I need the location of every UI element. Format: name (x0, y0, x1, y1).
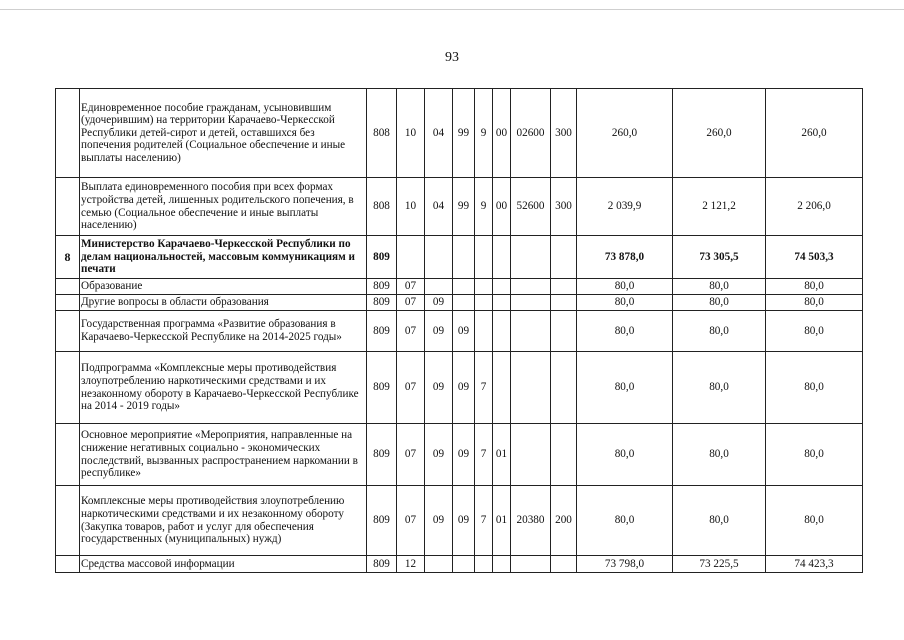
amount-year-1: 73 798,0 (577, 556, 673, 573)
row-number: 8 (56, 236, 80, 279)
amount-year-2: 80,0 (673, 352, 766, 424)
direction-code (511, 424, 551, 486)
event-code: 00 (493, 89, 511, 178)
event-code: 00 (493, 178, 511, 236)
row-name: Единовременное пособие гражданам, усыновившим (удочерившим) на территории Карачаево-Черкесской Республики детей-сирот и детей, оставшихся без попечения родителей (Социальное обеспечение и иные выплаты населению) (80, 89, 367, 178)
section-code: 07 (397, 311, 425, 352)
amount-year-3: 80,0 (766, 279, 863, 295)
subsection-code: 04 (425, 89, 453, 178)
expense-type-code: 300 (551, 178, 577, 236)
page-number: 93 (445, 50, 459, 65)
row-name: Другие вопросы в области образования (80, 295, 367, 311)
amount-year-3: 80,0 (766, 295, 863, 311)
event-code: 01 (493, 424, 511, 486)
amount-year-1: 80,0 (577, 486, 673, 556)
direction-code (511, 556, 551, 573)
row-name: Выплата единовременного пособия при всех формах устройства детей, лишенных родительского попечения, в семью (Социальное обеспечение и иные выплаты населению) (80, 178, 367, 236)
ministry-code: 809 (367, 352, 397, 424)
section-code: 07 (397, 352, 425, 424)
table-row (56, 486, 863, 556)
event-code (493, 352, 511, 424)
subprogram-code (475, 556, 493, 573)
event-code (493, 279, 511, 295)
event-code (493, 295, 511, 311)
row-name: Основное мероприятие «Мероприятия, направленные на снижение негативных социально - экономических последствий, вызванных распространением наркомании в республике» (80, 424, 367, 486)
expense-type-code (551, 295, 577, 311)
section-code: 07 (397, 295, 425, 311)
subprogram-code: 9 (475, 89, 493, 178)
table-row (56, 89, 863, 178)
program-code: 99 (453, 178, 475, 236)
row-name: Комплексные меры противодействия злоупотреблению наркотическими средствами и их незаконному обороту (Закупка товаров, работ и услуг для обеспечения государственных (муниципальных) нужд) (80, 486, 367, 556)
program-code (453, 236, 475, 279)
program-code: 09 (453, 424, 475, 486)
subprogram-code (475, 236, 493, 279)
amount-year-2: 2 121,2 (673, 178, 766, 236)
amount-year-3: 2 206,0 (766, 178, 863, 236)
amount-year-1: 80,0 (577, 424, 673, 486)
amount-year-2: 80,0 (673, 424, 766, 486)
row-number (56, 295, 80, 311)
event-code (493, 236, 511, 279)
row-name: Средства массовой информации (80, 556, 367, 573)
section-code: 10 (397, 89, 425, 178)
row-number (56, 311, 80, 352)
amount-year-2: 80,0 (673, 311, 766, 352)
table-row (56, 178, 863, 236)
row-number (56, 486, 80, 556)
amount-year-2: 73 305,5 (673, 236, 766, 279)
amount-year-3: 80,0 (766, 311, 863, 352)
direction-code (511, 352, 551, 424)
budget-table (55, 88, 863, 573)
table-row (56, 424, 863, 486)
row-number (56, 352, 80, 424)
program-code: 09 (453, 486, 475, 556)
direction-code: 52600 (511, 178, 551, 236)
event-code (493, 311, 511, 352)
subsection-code: 04 (425, 178, 453, 236)
section-code: 12 (397, 556, 425, 573)
direction-code (511, 279, 551, 295)
subsection-code (425, 236, 453, 279)
subprogram-code (475, 311, 493, 352)
expense-type-code: 200 (551, 486, 577, 556)
amount-year-3: 260,0 (766, 89, 863, 178)
subsection-code: 09 (425, 486, 453, 556)
amount-year-3: 74 503,3 (766, 236, 863, 279)
ministry-code: 809 (367, 424, 397, 486)
expense-type-code (551, 236, 577, 279)
table-row (56, 279, 863, 295)
direction-code: 20380 (511, 486, 551, 556)
direction-code (511, 236, 551, 279)
amount-year-2: 80,0 (673, 486, 766, 556)
amount-year-1: 73 878,0 (577, 236, 673, 279)
row-number (56, 279, 80, 295)
expense-type-code (551, 279, 577, 295)
program-code (453, 556, 475, 573)
section-code: 10 (397, 178, 425, 236)
table-row (56, 236, 863, 279)
amount-year-1: 80,0 (577, 311, 673, 352)
program-code: 09 (453, 311, 475, 352)
expense-type-code (551, 556, 577, 573)
section-code: 07 (397, 486, 425, 556)
subprogram-code: 9 (475, 178, 493, 236)
ministry-code: 809 (367, 556, 397, 573)
amount-year-1: 2 039,9 (577, 178, 673, 236)
amount-year-2: 80,0 (673, 295, 766, 311)
amount-year-2: 260,0 (673, 89, 766, 178)
ministry-code: 808 (367, 178, 397, 236)
direction-code (511, 311, 551, 352)
subsection-code (425, 556, 453, 573)
expense-type-code (551, 311, 577, 352)
table-row (56, 311, 863, 352)
subprogram-code (475, 279, 493, 295)
amount-year-1: 80,0 (577, 279, 673, 295)
section-code (397, 236, 425, 279)
table-row (56, 352, 863, 424)
event-code (493, 556, 511, 573)
amount-year-3: 80,0 (766, 352, 863, 424)
direction-code (511, 295, 551, 311)
amount-year-1: 260,0 (577, 89, 673, 178)
row-number (56, 556, 80, 573)
amount-year-1: 80,0 (577, 295, 673, 311)
ministry-code: 809 (367, 486, 397, 556)
row-name: Образование (80, 279, 367, 295)
ministry-code: 809 (367, 279, 397, 295)
section-code: 07 (397, 279, 425, 295)
subprogram-code: 7 (475, 486, 493, 556)
subprogram-code (475, 295, 493, 311)
row-number (56, 89, 80, 178)
subsection-code: 09 (425, 352, 453, 424)
subsection-code: 09 (425, 424, 453, 486)
amount-year-3: 80,0 (766, 424, 863, 486)
table-row (56, 556, 863, 573)
event-code: 01 (493, 486, 511, 556)
subsection-code (425, 279, 453, 295)
amount-year-3: 74 423,3 (766, 556, 863, 573)
amount-year-2: 73 225,5 (673, 556, 766, 573)
ministry-code: 809 (367, 295, 397, 311)
section-code: 07 (397, 424, 425, 486)
program-code (453, 279, 475, 295)
scan-edge-line (0, 9, 904, 10)
row-number (56, 178, 80, 236)
table-row (56, 295, 863, 311)
ministry-code: 809 (367, 311, 397, 352)
row-name: Подпрограмма «Комплексные меры противодействия злоупотреблению наркотическими средствами и их незаконному обороту в Карачаево-Черкесской Республике на 2014 - 2019 годы» (80, 352, 367, 424)
ministry-code: 809 (367, 236, 397, 279)
amount-year-2: 80,0 (673, 279, 766, 295)
amount-year-1: 80,0 (577, 352, 673, 424)
row-name: Министерство Карачаево-Черкесской Республики по делам национальностей, массовым коммуникациям и печати (80, 236, 367, 279)
subsection-code: 09 (425, 295, 453, 311)
expense-type-code (551, 352, 577, 424)
subprogram-code: 7 (475, 352, 493, 424)
row-name: Государственная программа «Развитие образования в Карачаево-Черкесской Республике на 2014-2025 годы» (80, 311, 367, 352)
row-number (56, 424, 80, 486)
direction-code: 02600 (511, 89, 551, 178)
expense-type-code (551, 424, 577, 486)
expense-type-code: 300 (551, 89, 577, 178)
amount-year-3: 80,0 (766, 486, 863, 556)
ministry-code: 808 (367, 89, 397, 178)
subsection-code: 09 (425, 311, 453, 352)
subprogram-code: 7 (475, 424, 493, 486)
program-code (453, 295, 475, 311)
program-code: 99 (453, 89, 475, 178)
program-code: 09 (453, 352, 475, 424)
